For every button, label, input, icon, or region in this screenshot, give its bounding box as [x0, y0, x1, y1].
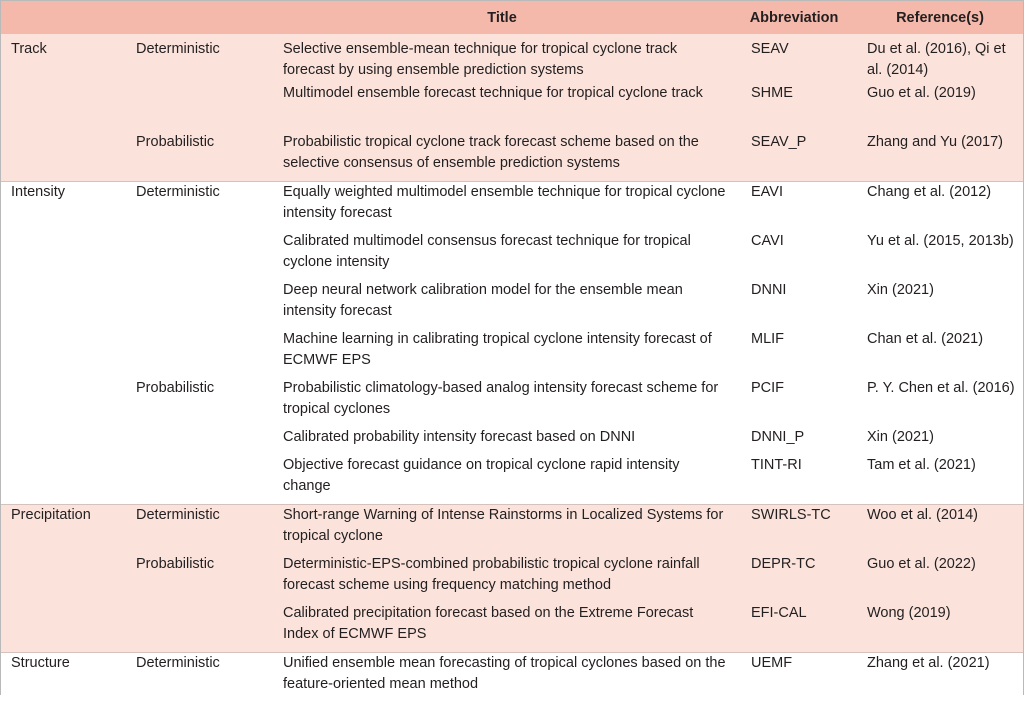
reference-cell: Chan et al. (2021): [857, 329, 1023, 378]
title-cell: Deep neural network calibration model for the ensemble mean intensity forecast: [273, 280, 731, 329]
reference-cell: Du et al. (2016), Qi et al. (2014): [857, 34, 1023, 83]
category-cell: Track: [1, 34, 127, 83]
type-cell: [127, 83, 273, 132]
title-cell: Calibrated multimodel consensus forecast technique for tropical cyclone intensity: [273, 231, 731, 280]
abbreviation-cell: CAVI: [731, 231, 857, 280]
reference-cell: Guo et al. (2022): [857, 554, 1023, 603]
reference-cell: Zhang et al. (2021): [857, 653, 1023, 702]
reference-cell: Yu et al. (2015, 2013b): [857, 231, 1023, 280]
reference-cell: P. Y. Chen et al. (2016): [857, 378, 1023, 427]
methods-table: [1, 1, 1023, 702]
reference-cell: Wong (2019): [857, 603, 1023, 653]
table-row: [1, 554, 1023, 603]
title-cell: Probabilistic tropical cyclone track forecast scheme based on the selective consensus of ensemble prediction systems: [273, 132, 731, 182]
header-title: Title: [273, 1, 731, 34]
reference-cell: Guo et al. (2019): [857, 83, 1023, 132]
type-cell: [127, 231, 273, 280]
table-row: [1, 378, 1023, 427]
header-references: Reference(s): [857, 1, 1023, 34]
category-cell: Structure: [1, 653, 127, 702]
table-row: [1, 182, 1023, 232]
reference-cell: Zhang and Yu (2017): [857, 132, 1023, 182]
title-cell: Multimodel ensemble forecast technique for tropical cyclone track: [273, 83, 731, 132]
reference-cell: Xin (2021): [857, 280, 1023, 329]
title-cell: Unified ensemble mean forecasting of tropical cyclones based on the feature-oriented mean method: [273, 653, 731, 702]
abbreviation-cell: UEMF: [731, 653, 857, 702]
abbreviation-cell: DNNI_P: [731, 427, 857, 455]
table-row: [1, 427, 1023, 455]
reference-cell: Woo et al. (2014): [857, 505, 1023, 555]
table-row: [1, 34, 1023, 83]
table-row: [1, 83, 1023, 132]
category-cell: Precipitation: [1, 505, 127, 555]
type-cell: Probabilistic: [127, 132, 273, 182]
title-cell: Selective ensemble-mean technique for tropical cyclone track forecast by using ensemble prediction systems: [273, 34, 731, 83]
type-cell: Deterministic: [127, 505, 273, 555]
table-row: [1, 329, 1023, 378]
title-cell: Machine learning in calibrating tropical cyclone intensity forecast of ECMWF EPS: [273, 329, 731, 378]
abbreviation-cell: TINT-RI: [731, 455, 857, 505]
title-cell: Equally weighted multimodel ensemble technique for tropical cyclone intensity forecast: [273, 182, 731, 232]
table-row: [1, 231, 1023, 280]
abbreviation-cell: DEPR-TC: [731, 554, 857, 603]
type-cell: [127, 427, 273, 455]
abbreviation-cell: EFI-CAL: [731, 603, 857, 653]
title-cell: Short-range Warning of Intense Rainstorms in Localized Systems for tropical cyclone: [273, 505, 731, 555]
type-cell: [127, 280, 273, 329]
title-cell: Deterministic-EPS-combined probabilistic tropical cyclone rainfall forecast scheme using frequency matching method: [273, 554, 731, 603]
type-cell: Deterministic: [127, 653, 273, 702]
table-row: [1, 455, 1023, 505]
table-row: [1, 280, 1023, 329]
type-cell: [127, 455, 273, 505]
reference-cell: Tam et al. (2021): [857, 455, 1023, 505]
type-cell: Deterministic: [127, 34, 273, 83]
abbreviation-cell: PCIF: [731, 378, 857, 427]
header-row: [1, 1, 1023, 34]
header-category: [1, 1, 127, 34]
category-cell: Intensity: [1, 182, 127, 232]
title-cell: Calibrated precipitation forecast based on the Extreme Forecast Index of ECMWF EPS: [273, 603, 731, 653]
reference-cell: Chang et al. (2012): [857, 182, 1023, 232]
title-cell: Probabilistic climatology-based analog intensity forecast scheme for tropical cyclones: [273, 378, 731, 427]
table-row: [1, 132, 1023, 182]
header-abbreviation: Abbreviation: [731, 1, 857, 34]
type-cell: Probabilistic: [127, 554, 273, 603]
type-cell: Probabilistic: [127, 378, 273, 427]
type-cell: [127, 603, 273, 653]
table-row: [1, 603, 1023, 653]
abbreviation-cell: MLIF: [731, 329, 857, 378]
header-type: [127, 1, 273, 34]
type-cell: Deterministic: [127, 182, 273, 232]
abbreviation-cell: SEAV: [731, 34, 857, 83]
abbreviation-cell: SHME: [731, 83, 857, 132]
reference-cell: Xin (2021): [857, 427, 1023, 455]
title-cell: Objective forecast guidance on tropical cyclone rapid intensity change: [273, 455, 731, 505]
abbreviation-cell: EAVI: [731, 182, 857, 232]
abbreviation-cell: SEAV_P: [731, 132, 857, 182]
table-row: [1, 505, 1023, 555]
type-cell: [127, 329, 273, 378]
title-cell: Calibrated probability intensity forecast based on DNNI: [273, 427, 731, 455]
abbreviation-cell: DNNI: [731, 280, 857, 329]
abbreviation-cell: SWIRLS-TC: [731, 505, 857, 555]
